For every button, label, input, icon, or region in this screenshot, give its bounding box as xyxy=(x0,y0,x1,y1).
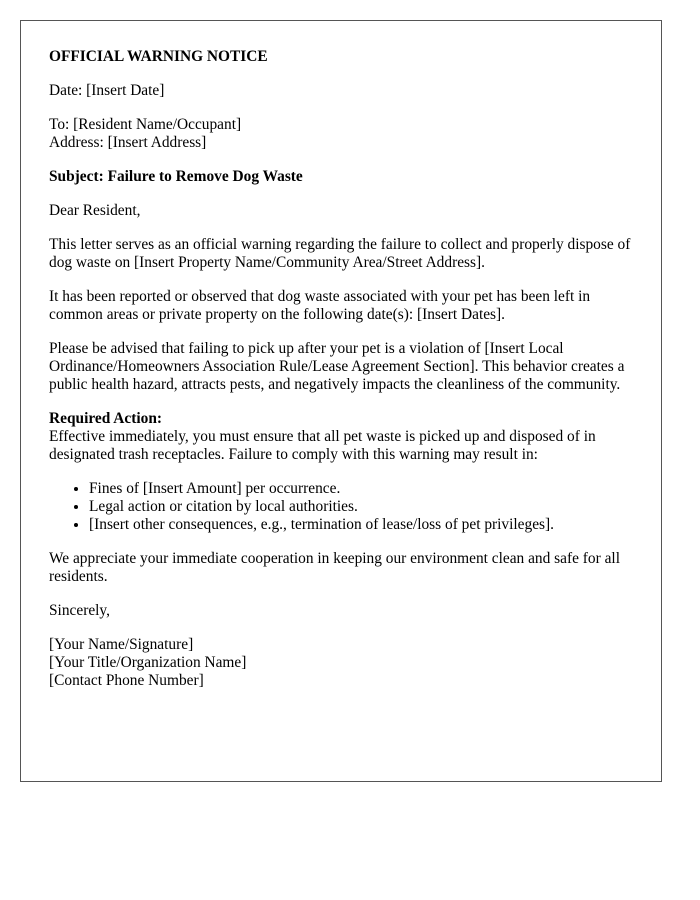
required-action-heading: Required Action: xyxy=(49,410,163,427)
signature-block xyxy=(49,636,633,690)
sign-off: Sincerely, xyxy=(49,602,110,619)
subject-line: Subject: Failure to Remove Dog Waste xyxy=(49,168,303,185)
consequence-item: • Legal action or citation by local authorities. xyxy=(89,498,633,516)
signature-name: [Your Name/Signature] xyxy=(49,636,194,653)
required-action-text: Effective immediately, you must ensure that all pet waste is picked up and disposed of in designated trash receptacles. Failure to comply with this warning may result in: xyxy=(49,428,596,463)
warning-letter xyxy=(20,20,662,782)
consequence-item: • [Insert other consequences, e.g., termination of lease/loss of pet privileges]. xyxy=(89,516,633,534)
notice-title: OFFICIAL WARNING NOTICE xyxy=(49,48,268,65)
greeting: Dear Resident, xyxy=(49,202,141,219)
recipient-block xyxy=(49,116,633,152)
required-action-section xyxy=(49,410,633,464)
signature-title: [Your Title/Organization Name] xyxy=(49,654,247,671)
body-paragraph-3: Please be advised that failing to pick up after your pet is a violation of [Insert Local Ordinance/Homeowners Association Rule/Lease Agreement Section]. This behavior creates a public health hazard, attracts pests, and negatively impacts the cleanliness of the community. xyxy=(49,340,625,393)
consequence-item: • Fines of [Insert Amount] per occurrence. xyxy=(89,480,633,498)
signature-phone: [Contact Phone Number] xyxy=(49,672,204,689)
to-line: To: [Resident Name/Occupant] xyxy=(49,116,242,133)
date-line: Date: [Insert Date] xyxy=(49,82,165,99)
address-line: Address: [Insert Address] xyxy=(49,134,207,151)
body-paragraph-1: This letter serves as an official warning regarding the failure to collect and properly dispose of dog waste on [Insert Property Name/Community Area/Street Address]. xyxy=(49,236,631,271)
closing-paragraph: We appreciate your immediate cooperation in keeping our environment clean and safe for all residents. xyxy=(49,550,620,585)
consequences-list xyxy=(49,480,633,534)
body-paragraph-2: It has been reported or observed that dog waste associated with your pet has been left in common areas or private property on the following date(s): [Insert Dates]. xyxy=(49,288,591,323)
